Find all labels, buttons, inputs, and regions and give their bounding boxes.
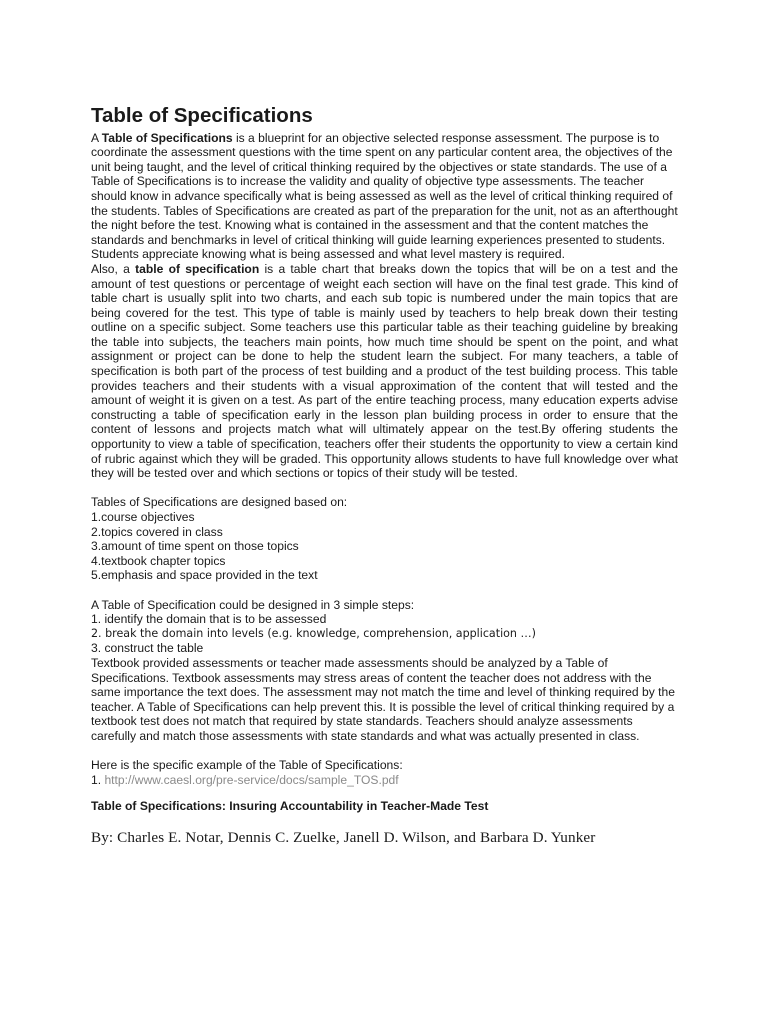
- spacer: [91, 583, 678, 598]
- page-title: Table of Specifications: [91, 104, 313, 127]
- list-item: 2.topics covered in class: [91, 524, 223, 539]
- intro-bold-term: Table of Specifications: [101, 130, 233, 145]
- example-link-line: [91, 773, 678, 788]
- intro-text: is a blueprint for an objective selected response assessment. The purpose is to coordinate the assessment questions with the time spent on any particular content area, the objectives of the unit being taught, and the level of critical thinking required by the objectives or state standards. The use of a Table of Specifications is to increase the validity and quality of objective type assessments. The teacher should know in advance specifically what is being assessed as well as the level of critical thinking required of the students. Tables of Specifications are created as part of the preparation for the unit, not as an afterthought the night before the test. Knowing what is contained in the assessment and that the content matches the standards and benchmarks in level of critical thinking will guide learning experiences presented to students. Students appreciate knowing what is being assessed and what level mastery is required.: [91, 130, 678, 262]
- intro-prefix: A: [91, 130, 102, 145]
- example-link[interactable]: http://www.caesl.org/pre-service/docs/sample_TOS.pdf: [104, 772, 399, 787]
- also-prefix: Also, a: [91, 261, 136, 276]
- also-bold-term: table of specification: [135, 261, 260, 276]
- example-number: 1.: [91, 772, 105, 787]
- basis-heading: Tables of Specifications are designed based on:: [91, 495, 348, 510]
- textbook-paragraph: Textbook provided assessments or teacher made assessments should be analyzed by a Table of Specifications. Textbook assessments may stress areas of content the teacher does not address with the same importance the text does. The assessment may not match the time and level of thinking required by the teacher. A Table of Specifications can help prevent this. It is possible the level of critical thinking required by a textbook test does not match that required by state standards. Teachers should analyze assessments carefully and match those assessments with state standards and what was actually presented in class.: [91, 655, 675, 743]
- step-item: 1. identify the domain that is to be assessed: [91, 612, 327, 627]
- also-text: is a table chart that breaks down the topics that will be on a test and the amount of test questions or percentage of weight each section will have on the final test grade. This kind of table chart is usually split into two charts, and each sub topic is numbered under the main topics that are being covered for the test. This type of table is mainly used by teachers to help break down their testing outline on a specific subject. Some teachers use this particular table as their teaching guideline by breaking the table into subjects, the teachers main points, how much time should be spent on the point, and what assignment or project can be done to help the student learn the subject. For many teachers, a table of specification is both part of the process of test building and a product of the test building process. This table provides teachers and their students with a visual approximation of the content that will tested and the amount of weight it is given on a test. As part of the entire teaching process, many education experts advise constructing a table of specification early in the lesson plan building process in order to ensure that the content of lessons and projects match what will ultimately appear on the test.By offering students the opportunity to view a table of specification, teachers offer their students the opportunity to view a certain kind of rubric against which they will be graded. This opportunity allows students to have full knowledge over what they will be tested over and which sections or topics of their study will be tested.: [91, 261, 678, 481]
- spacer: [91, 744, 678, 759]
- spacer: [91, 481, 678, 496]
- document-body: [91, 104, 678, 847]
- list-item: 1.course objectives: [91, 510, 195, 524]
- list-item: 5.emphasis and space provided in the text: [91, 568, 318, 583]
- article-subtitle: Table of Specifications: Insuring Accountability in Teacher-Made Test: [91, 799, 489, 814]
- basis-list: [91, 510, 678, 583]
- article-authors: By: Charles E. Notar, Dennis C. Zuelke, Janell D. Wilson, and Barbara D. Yunker: [91, 829, 596, 847]
- steps-heading: A Table of Specification could be designed in 3 simple steps:: [91, 597, 415, 612]
- also-paragraph: [91, 262, 678, 481]
- list-item: 4.textbook chapter topics: [91, 553, 226, 568]
- list-item: 3.amount of time spent on those topics: [91, 539, 299, 554]
- example-heading: Here is the specific example of the Table of Specifications:: [91, 758, 403, 773]
- intro-paragraph: [91, 131, 678, 262]
- step-item: 2. break the domain into levels (e.g. knowledge, comprehension, application …): [91, 626, 536, 640]
- step-item: 3. construct the table: [91, 641, 204, 656]
